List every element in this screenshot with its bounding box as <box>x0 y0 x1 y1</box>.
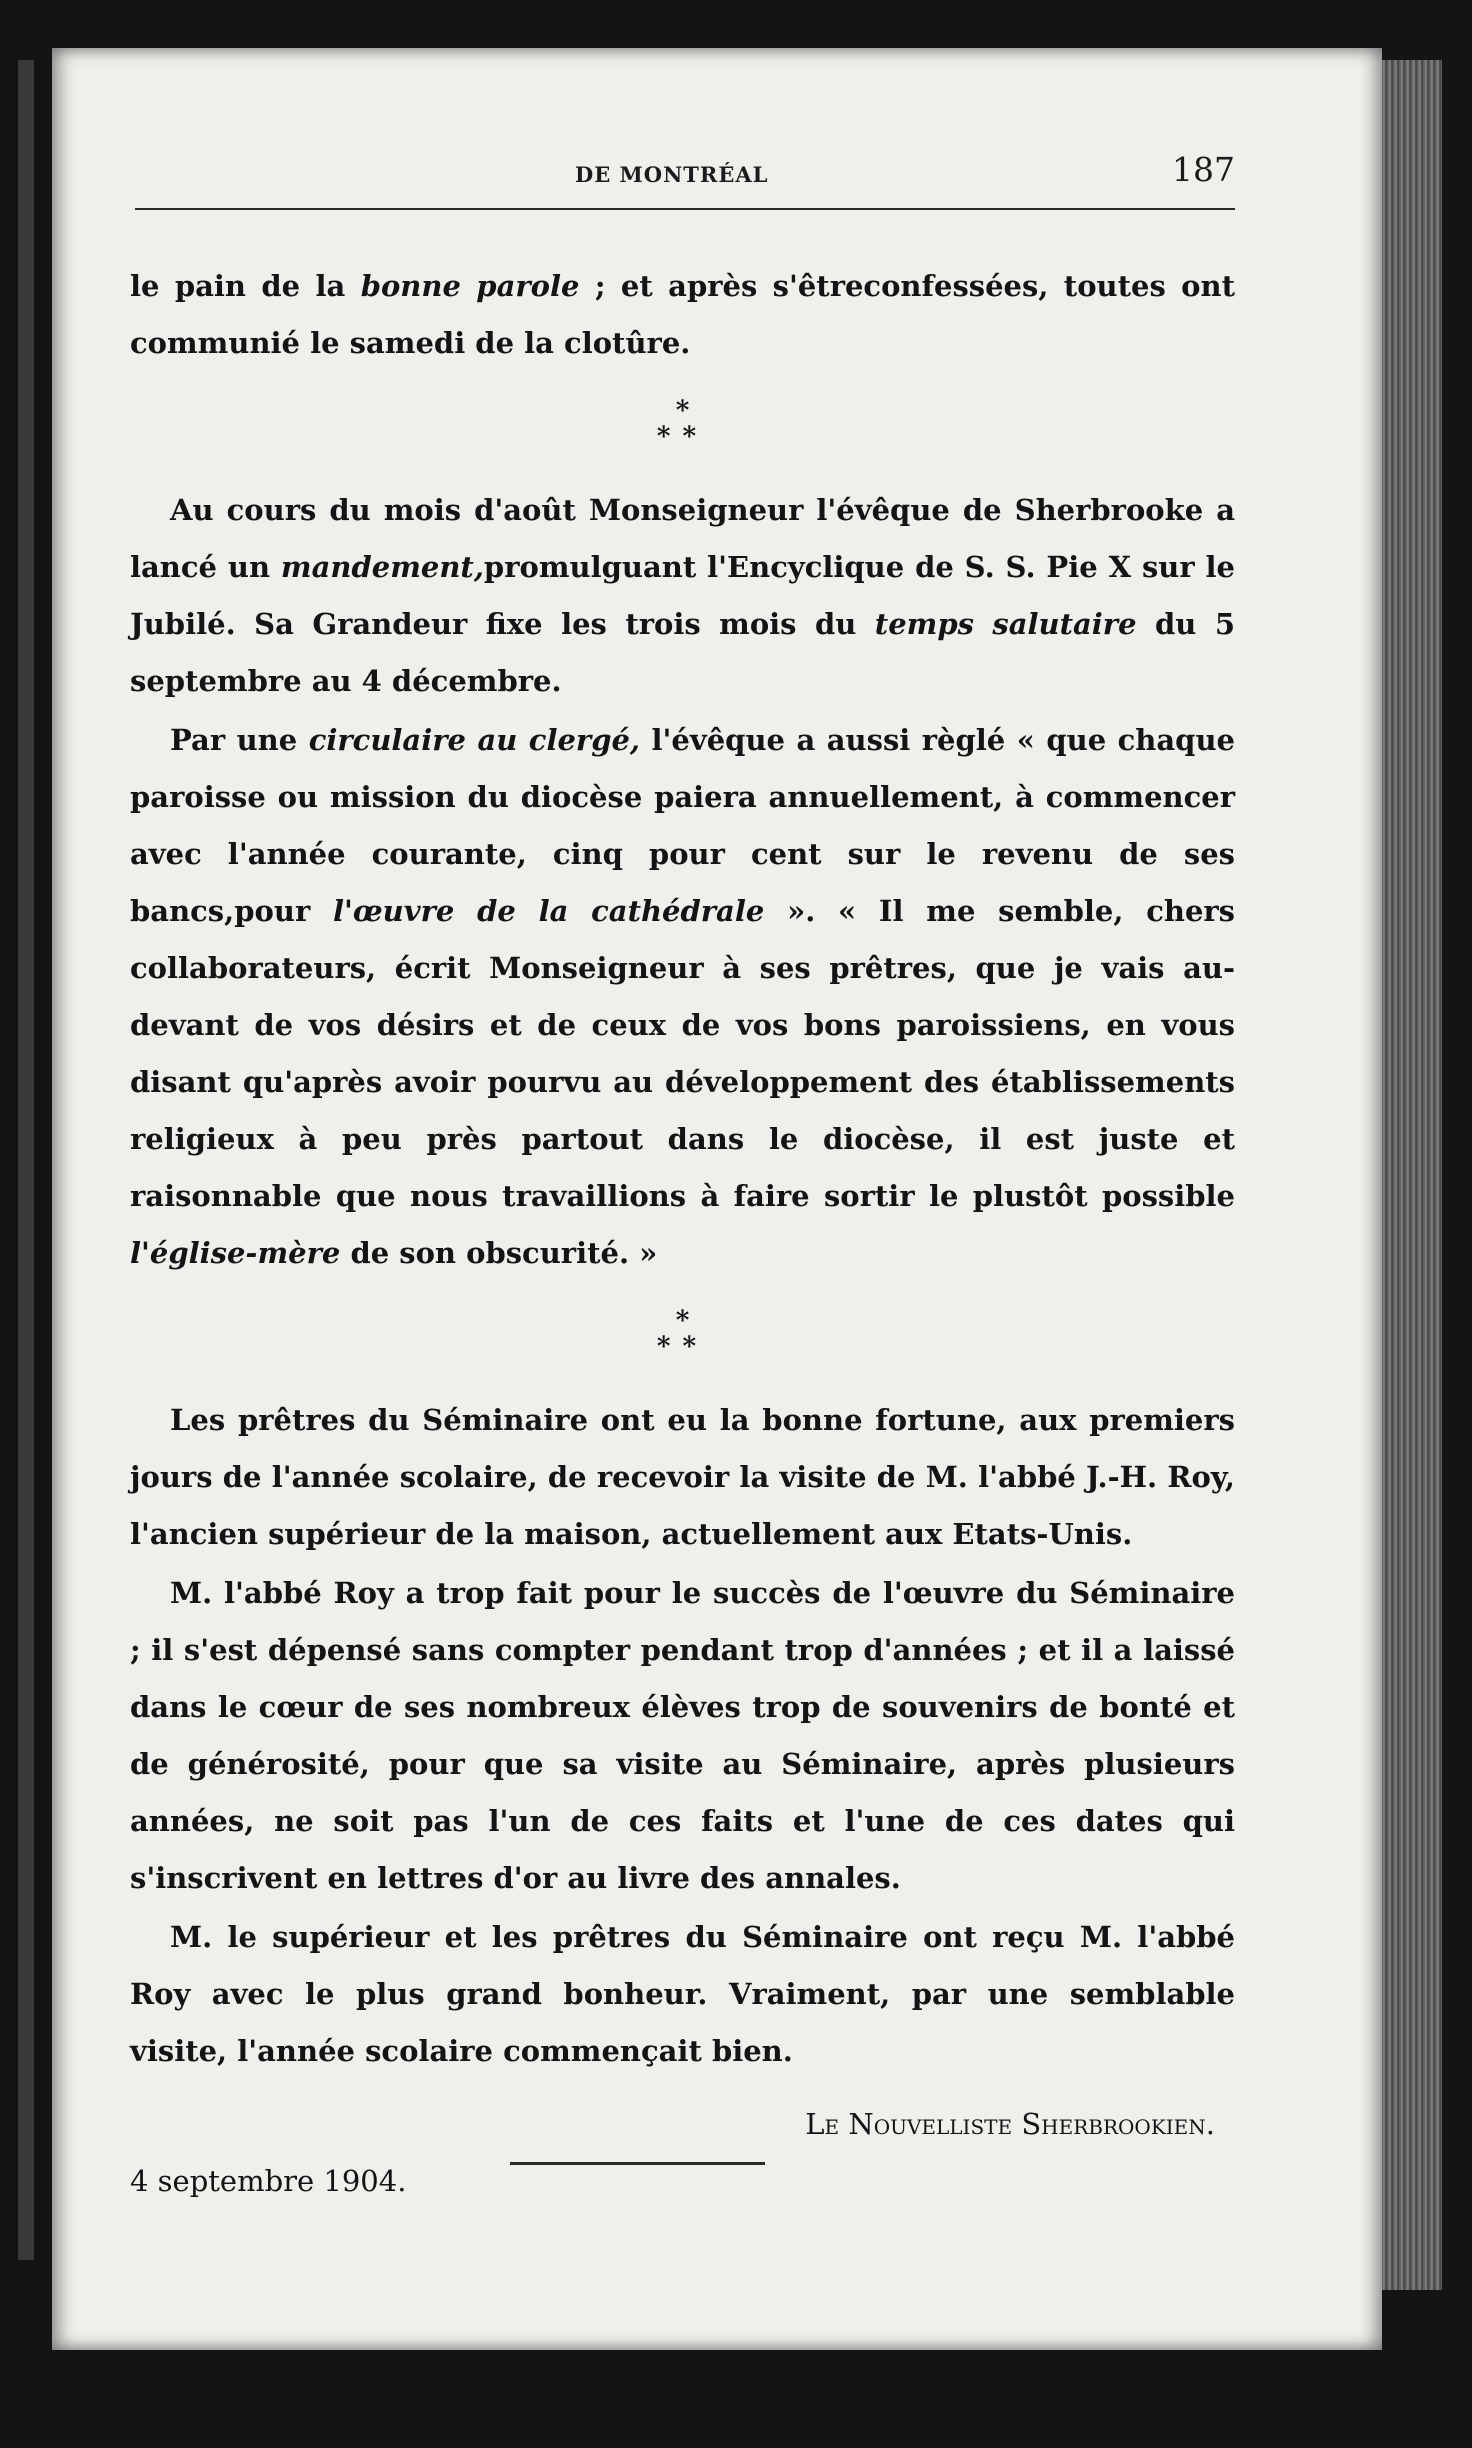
paragraph-2 <box>130 482 1235 710</box>
body-text <box>130 258 1235 2210</box>
asterism-divider-1 <box>130 398 1235 450</box>
paragraph-3-text-c: ». « Il me semble, chers collaborateurs, écrit Monseigneur à ses prêtres, que je vais au-devant de vos désirs et de ceux de vos bons paroissiens, en vous disant qu'après avoir pourvu au développement des établissements religieux à peu près partout dans le diocèse, il est juste et raisonnable que nous travaillions à faire sortir le plustôt possible <box>130 894 1235 1213</box>
paragraph-3-emphasis-b: l'œuvre de la cathédrale <box>332 894 765 928</box>
paragraph-1-text-a: le pain de la <box>130 269 361 303</box>
page-number: 187 <box>1172 150 1235 189</box>
signature: Le Nouvelliste Sherbrookien. <box>805 2107 1215 2141</box>
paragraph-2-text-b: promulguant l'Encyclique de S. S. Pie X sur le Jubilé. Sa Grandeur fixe les trois mois du <box>130 550 1235 641</box>
paragraph-3-text-b: l'évêque a aussi règlé « que chaque paroisse ou mission du diocèse paiera annuellement, à commencer avec l'année courante, cinq pour cent sur le revenu de ses bancs,pour <box>130 723 1235 928</box>
asterism-1-top: * <box>675 396 690 426</box>
end-rule <box>510 2162 765 2165</box>
paragraph-1 <box>130 258 1235 372</box>
dateline: 4 septembre 1904. <box>130 2164 407 2198</box>
paragraph-1-text-b: ; et après s'êtreconfessées, toutes ont communié le samedi de la clotûre. <box>130 269 1235 360</box>
paragraph-3-emphasis-a: circulaire au clergé, <box>308 723 641 757</box>
left-page-edge <box>18 60 34 2260</box>
header-rule <box>135 208 1235 210</box>
running-head <box>135 118 1235 208</box>
paragraph-2-emphasis-b: temps salutaire <box>874 607 1137 641</box>
paragraph-2-emphasis-a: mandement, <box>280 550 484 584</box>
paragraph-3 <box>130 712 1235 1282</box>
paragraph-3-text-d: de son obscurité. » <box>340 1236 658 1270</box>
paragraph-5: M. l'abbé Roy a trop fait pour le succès de l'œuvre du Séminaire ; il s'est dépensé sans compter pendant trop d'années ; et il a laissé dans le cœur de ses nombreux élèves trop de souvenirs de bonté et de générosité, pour que sa visite au Séminaire, après plusieurs années, ne soit pas l'un de ces faits et l'une de ces dates qui s'inscrivent en lettres d'or au livre des annales. <box>130 1576 1235 1895</box>
paragraph-6: M. le supérieur et les prêtres du Séminaire ont reçu M. l'abbé Roy avec le plus grand bonheur. Vraiment, par une semblable visite, l'année scolaire commençait bien. <box>130 1920 1235 2068</box>
paragraph-3-emphasis-c: l'église-mère <box>130 1236 341 1270</box>
running-title: DE MONTRÉAL <box>575 162 769 187</box>
asterism-1-bottom: ** <box>656 422 709 452</box>
book-page-edges <box>1382 60 1442 2290</box>
paragraph-2-text-c: du 5 septembre au 4 décembre. <box>130 607 1236 698</box>
paragraph-1-emphasis: bonne parole <box>360 269 580 303</box>
paragraph-3-text-a: Par une <box>170 723 309 757</box>
asterism-2-top: * <box>675 1306 690 1336</box>
paragraph-4: Les prêtres du Séminaire ont eu la bonne fortune, aux premiers jours de l'année scolaire, de recevoir la visite de M. l'abbé J.-H. Roy, l'ancien supérieur de la maison, actuellement aux Etats-Unis. <box>130 1403 1235 1551</box>
paragraph-2-text-a: Au cours du mois d'août Monseigneur l'évêque de Sherbrooke a lancé un <box>130 493 1235 584</box>
asterism-divider-2 <box>130 1308 1235 1360</box>
asterism-2-bottom: ** <box>656 1332 709 1362</box>
